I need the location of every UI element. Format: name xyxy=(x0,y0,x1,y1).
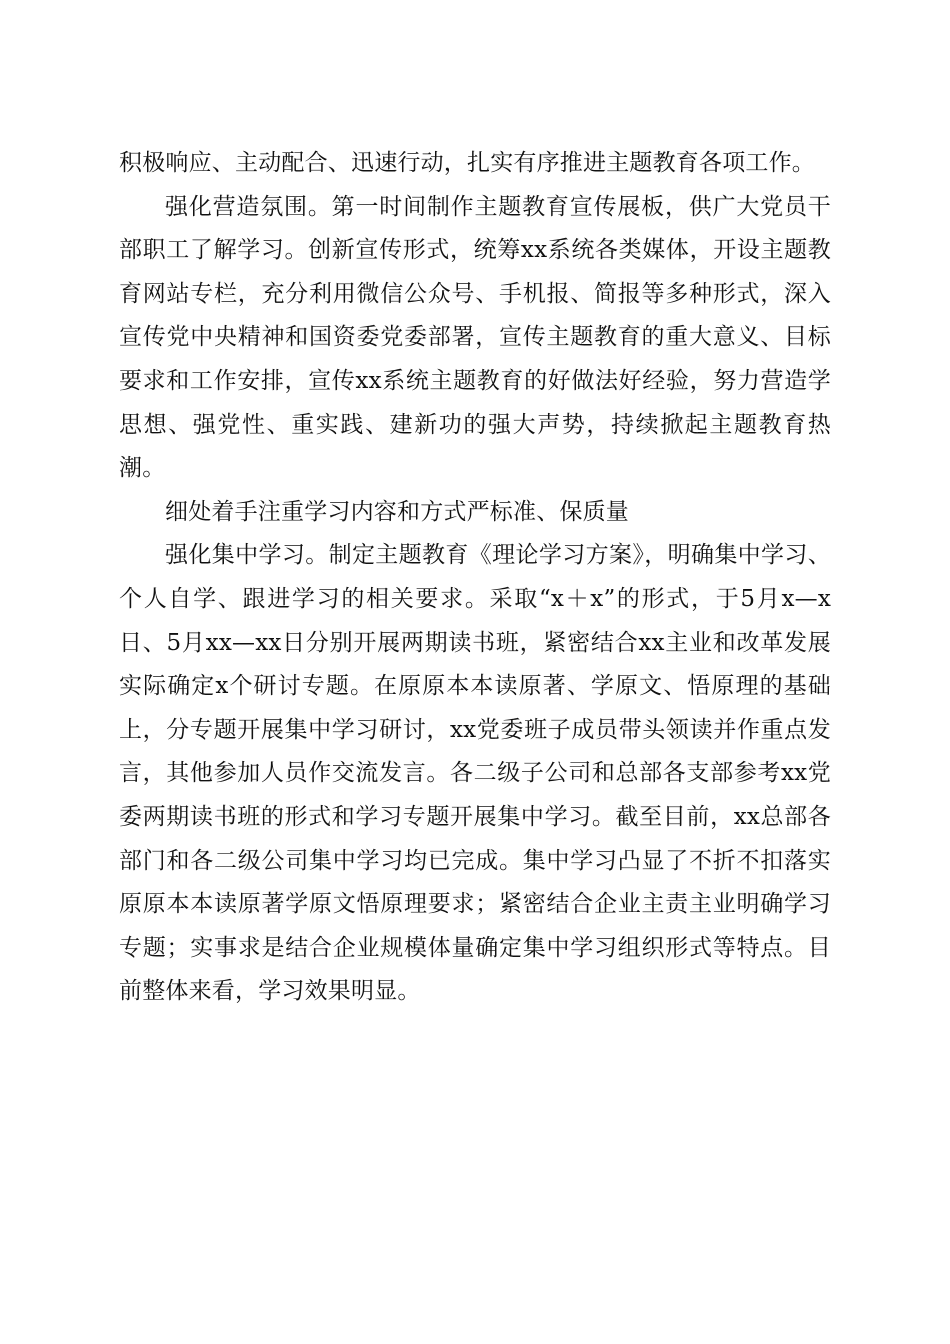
paragraph-collective-study: 强化集中学习。制定主题教育《理论学习方案》，明确集中学习、个人自学、跟进学习的相关要求。采取“x＋x”的形式，于5月x—x日、5月xx—xx日分别开展两期读书班，紧密结合xx主业和改革发展实际确定x个研讨专题。在原原本本读原著、学原文、悟原理的基础上，分专题开展集中学习研讨，xx党委班子成员带头领读并作重点发言，其他参加人员作交流发言。各二级子公司和总部各支部参考xx党委两期读书班的形式和学习专题开展集中学习。截至目前，xx总部各部门和各二级公司集中学习均已完成。集中学习凸显了不折不扣落实原原本本读原著学原文悟原理要求；紧密结合企业主责主业明确学习专题；实事求是结合企业规模体量确定集中学习组织形式等特点。目前整体来看，学习效果明显。 xyxy=(119,542,831,1005)
section-heading: 细处着手注重学习内容和方式严标准、保质量 xyxy=(165,498,629,525)
paragraph-continuation: 积极响应、主动配合、迅速行动，扎实有序推进主题教育各项工作。 xyxy=(119,150,815,176)
paragraph-atmosphere: 强化营造氛围。第一时间制作主题教育宣传展板，供广大党员干部职工了解学习。创新宣传形式，统筹xx系统各类媒体，开设主题教育网站专栏，充分利用微信公众号、手机报、简报等多种形式，深入宣传党中央精神和国资委党委部署，宣传主题教育的重大意义、目标要求和工作安排，宣传xx系统主题教育的好做法好经验，努力营造学思想、强党性、重实践、建新功的强大声势，持续掀起主题教育热潮。 xyxy=(119,193,831,482)
document-body xyxy=(119,142,831,1014)
